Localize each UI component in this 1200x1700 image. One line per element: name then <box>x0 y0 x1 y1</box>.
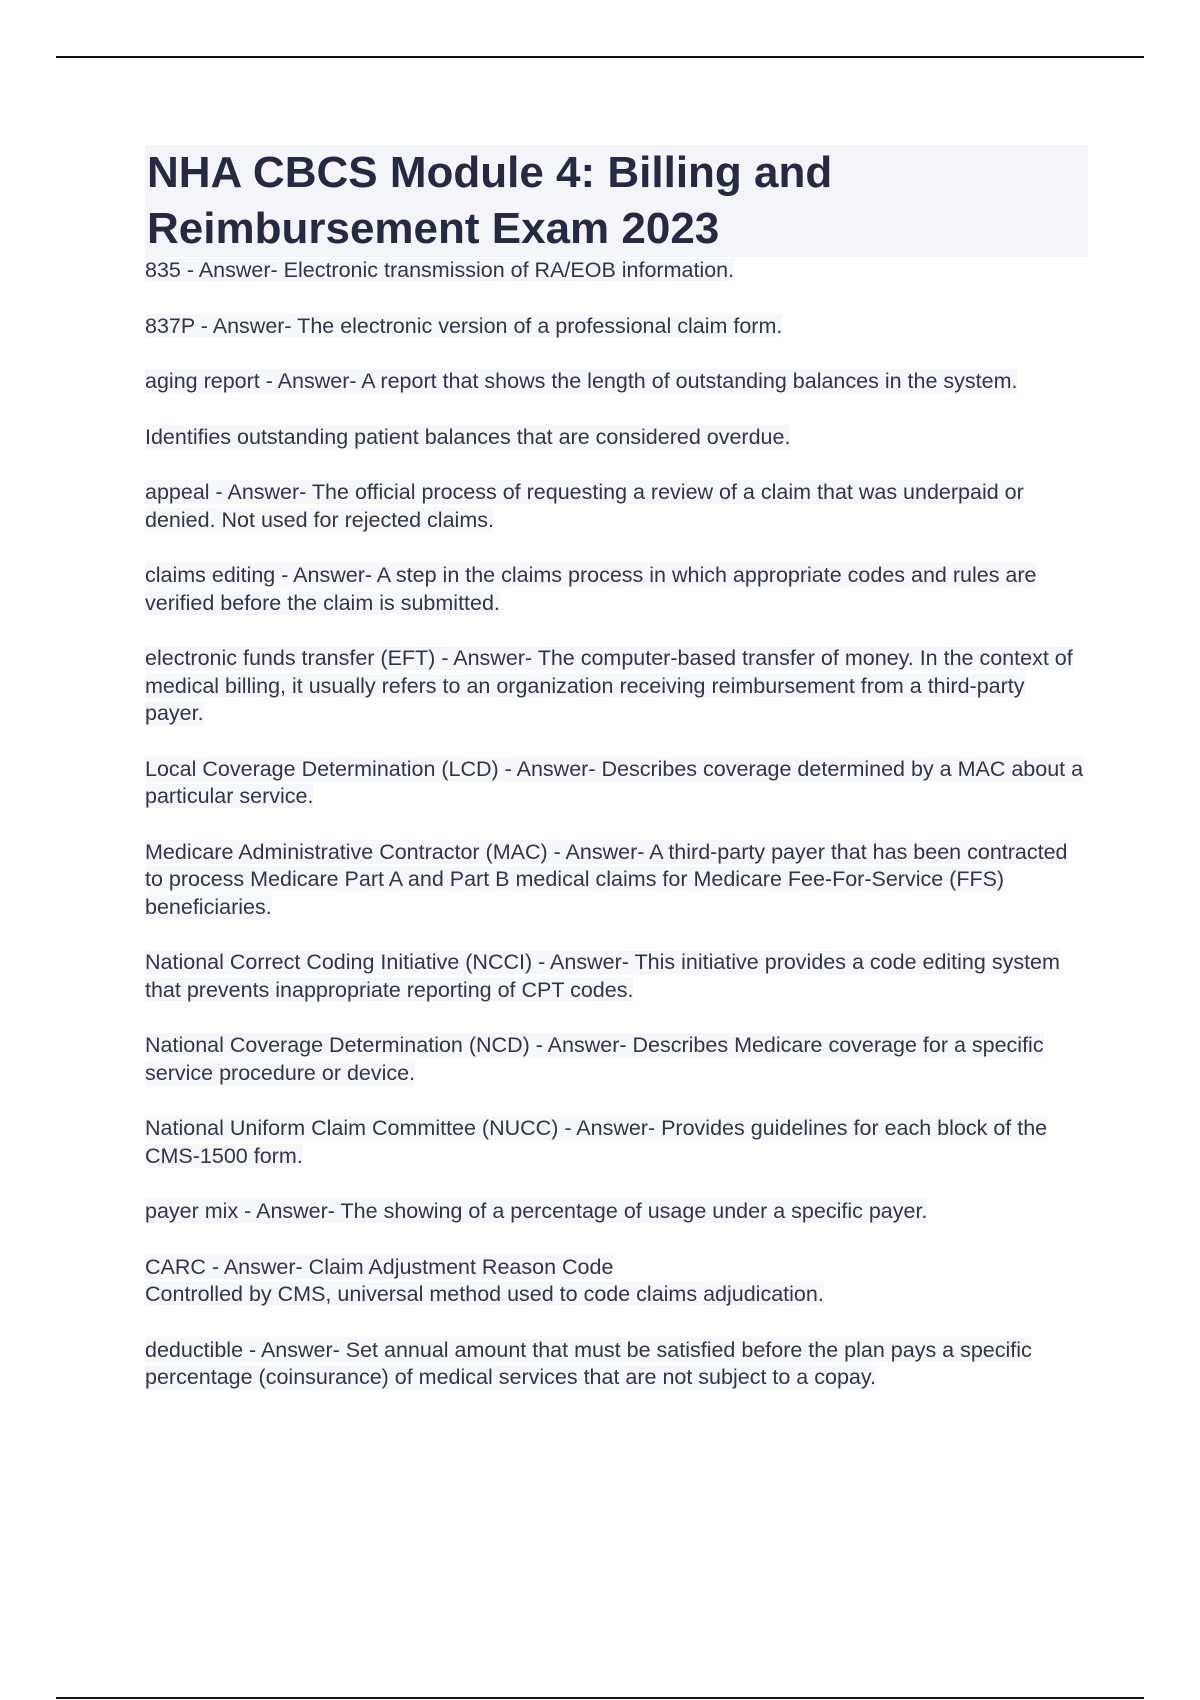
list-item <box>145 949 1088 1004</box>
entry-extra-text: Controlled by CMS, universal method used to code claims adjudication. <box>145 1282 824 1306</box>
entry-text: electronic funds transfer (EFT) - Answer- The computer-based transfer of money. In the context of medical billing, it usually refers to an organization receiving reimbursement from a third-party payer. <box>145 646 1073 725</box>
entry-text: Local Coverage Determination (LCD) - Answer- Describes coverage determined by a MAC about a particular service. <box>145 756 1084 808</box>
list-item <box>145 1032 1088 1087</box>
list-item <box>145 645 1088 728</box>
list-item <box>145 1337 1088 1392</box>
entry-text: CARC - Answer- Claim Adjustment Reason Code <box>145 1254 614 1279</box>
list-item <box>145 257 1088 285</box>
entry-text: appeal - Answer- The official process of requesting a review of a claim that was underpaid or denied. Not used for rejected claims. <box>145 480 1024 532</box>
list-item <box>145 368 1088 396</box>
list-item <box>145 424 1088 452</box>
entry-text: claims editing - Answer- A step in the claims process in which appropriate codes and rules are verified before the claim is submitted. <box>145 563 1037 615</box>
entry-text: deductible - Answer- Set annual amount that must be satisfied before the plan pays a specific percentage (coinsurance) of medical services that are not subject to a copay. <box>145 1337 1032 1389</box>
list-item <box>145 1254 1088 1309</box>
entry-text: Identifies outstanding patient balances that are considered overdue. <box>145 424 791 449</box>
list-item <box>145 562 1088 617</box>
entry-text: Medicare Administrative Contractor (MAC) - Answer- A third-party payer that has been contracted to process Medicare Part A and Part B medical claims for Medicare Fee-For-Service (FFS) beneficiaries. <box>145 839 1068 919</box>
list-item <box>145 313 1088 341</box>
bottom-rule <box>56 1697 1144 1699</box>
top-rule <box>56 56 1144 58</box>
entry-text: National Coverage Determination (NCD) - Answer- Describes Medicare coverage for a specific service procedure or device. <box>145 1033 1044 1085</box>
entry-text: 835 - Answer- Electronic transmission of RA/EOB information. <box>145 258 735 282</box>
entry-text: 837P - Answer- The electronic version of a professional claim form. <box>145 313 783 338</box>
list-item <box>145 756 1088 811</box>
entry-text: National Correct Coding Initiative (NCCI) - Answer- This initiative provides a code editing system that prevents inappropriate reporting of CPT codes. <box>145 950 1060 1002</box>
document-title: NHA CBCS Module 4: Billing and Reimbursement Exam 2023 <box>145 145 1088 257</box>
entry-text: payer mix - Answer- The showing of a percentage of usage under a specific payer. <box>145 1199 928 1223</box>
entry-text: aging report - Answer- A report that shows the length of outstanding balances in the system. <box>145 369 1018 393</box>
entry-text: National Uniform Claim Committee (NUCC) - Answer- Provides guidelines for each block of the CMS-1500 form. <box>145 1116 1048 1168</box>
document-body <box>145 145 1088 1420</box>
list-item <box>145 1115 1088 1170</box>
list-item <box>145 839 1088 922</box>
list-item <box>145 479 1088 534</box>
entry-list <box>145 257 1088 1392</box>
list-item <box>145 1198 1088 1226</box>
